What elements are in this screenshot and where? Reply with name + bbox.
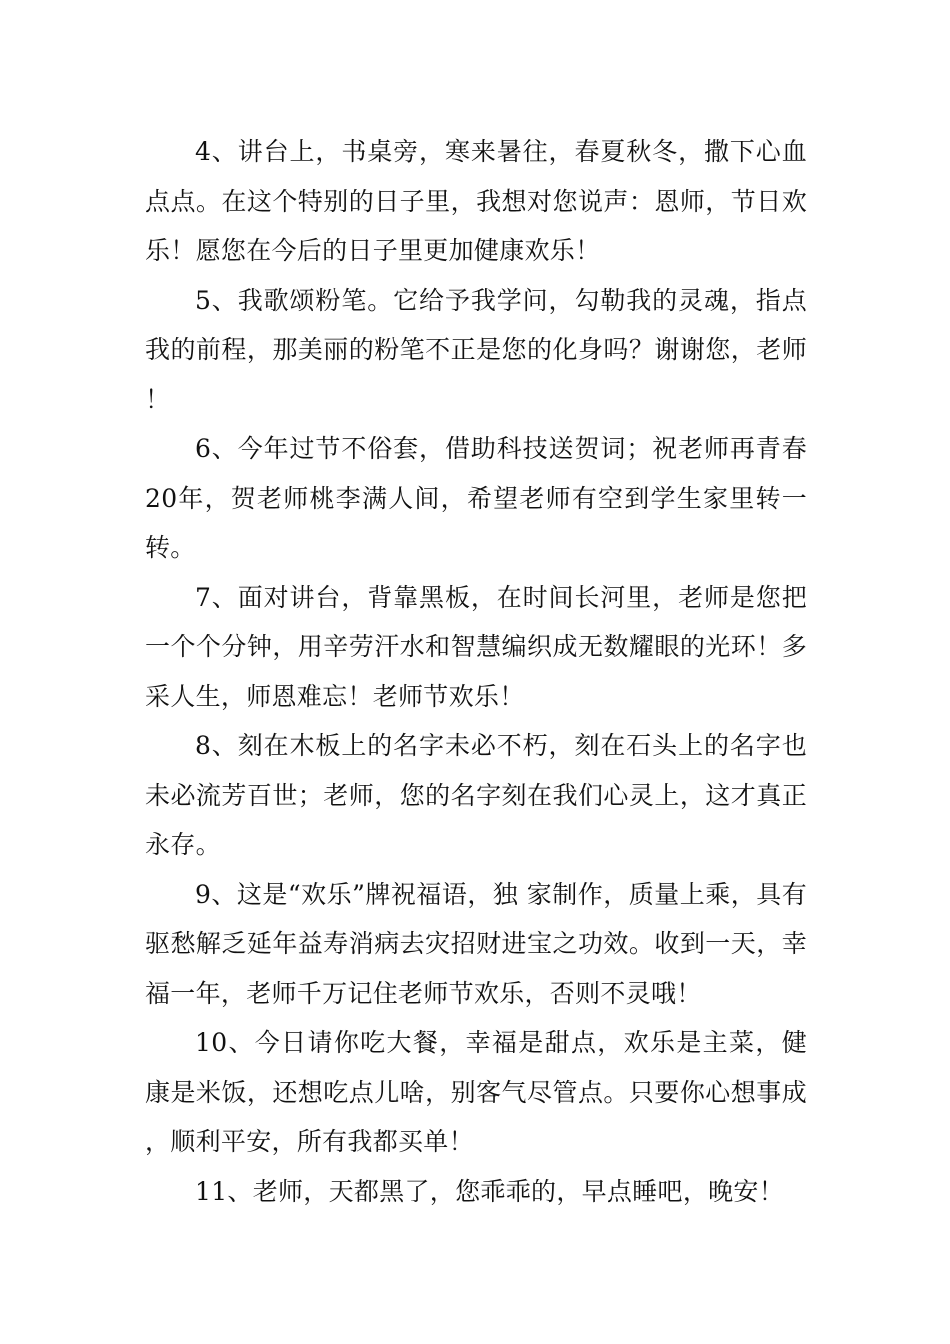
paragraph-7: 7、面对讲台，背靠黑板，在时间长河里，老师是您把一个个分钟，用辛劳汗水和智慧编织成无数耀眼的光环！多采人生，师恩难忘！老师节欢乐！ (145, 582, 807, 711)
paragraph-10: 10、今日请你吃大餐，幸福是甜点，欢乐是主菜，健康是米饭，还想吃点儿啥，别客气尽管点。只要你心想事成，顺利平安，所有我都买单！ (145, 1028, 807, 1156)
document-body (145, 127, 807, 1216)
paragraph-11: 11、老师，天都黑了，您乖乖的，早点睡吧，晚安！ (195, 1176, 785, 1206)
paragraph-8: 8、刻在木板上的名字未必不朽，刻在石头上的名字也未必流芳百世；老师，您的名字刻在我们心灵上，这才真正永存。 (145, 731, 807, 859)
paragraph-6: 6、今年过节不俗套，借助科技送贺词；祝老师再青春20年，贺老师桃李满人间，希望老师有空到学生家里转一转。 (145, 434, 807, 562)
paragraph-5: 5、我歌颂粉笔。它给予我学问，勾勒我的灵魂，指点我的前程，那美丽的粉笔不正是您的化身吗？谢谢您，老师！ (145, 285, 807, 414)
paragraph-4: 4、讲台上，书桌旁，寒来暑往，春夏秋冬，撒下心血点点。在这个特别的日子里，我想对您说声：恩师，节日欢乐！愿您在今后的日子里更加健康欢乐！ (145, 137, 807, 265)
paragraph-9: 9、这是“欢乐”牌祝福语，独 家制作，质量上乘，具有驱愁解乏延年益寿消病去灾招财进宝之功效。收到一天，幸福一年，老师千万记住老师节欢乐，否则不灵哦！ (145, 879, 807, 1008)
